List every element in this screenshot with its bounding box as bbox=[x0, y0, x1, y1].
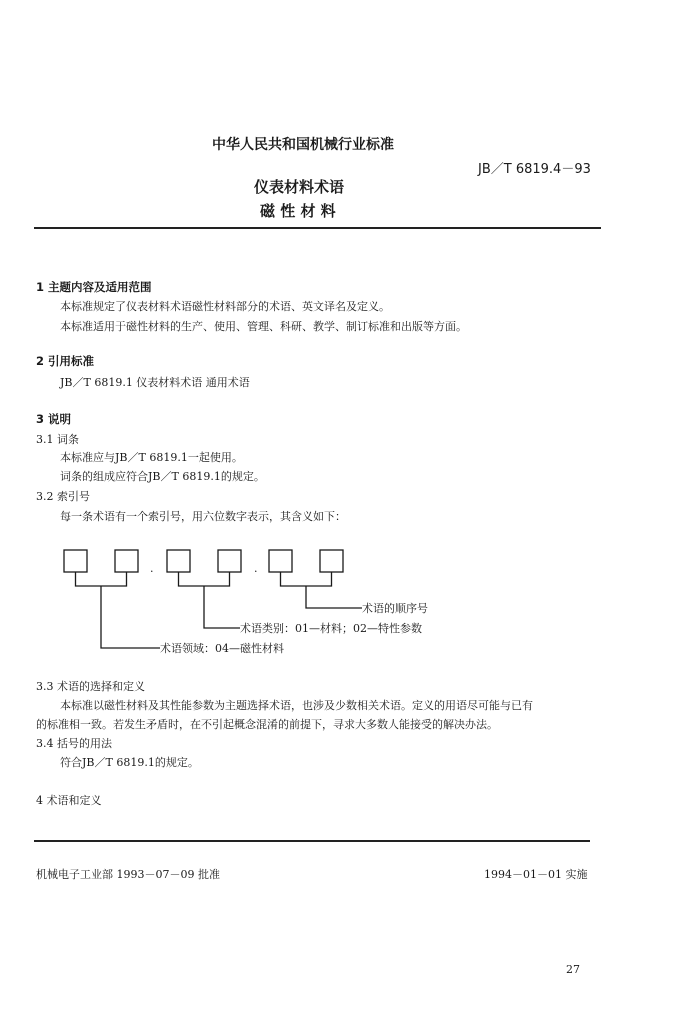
domain-bracket bbox=[76, 572, 161, 648]
section-3-1-paragraph-2: 词条的组成应符合JB／T 6819.1的规定。 bbox=[60, 470, 265, 483]
section-1-heading: 1 主题内容及适用范围 bbox=[36, 280, 152, 294]
implementation-date: 1994－01－01 实施 bbox=[484, 868, 588, 881]
section-3-1-heading: 3.1 词条 bbox=[36, 433, 79, 446]
section-3-2-heading: 3.2 索引号 bbox=[36, 490, 90, 503]
section-3-3-heading: 3.3 术语的选择和定义 bbox=[36, 680, 145, 693]
digit-box-2 bbox=[115, 550, 138, 572]
section-1-paragraph-2: 本标准适用于磁性材料的生产、使用、管理、科研、教学、制订标准和出版等方面。 bbox=[60, 320, 467, 333]
section-3-3-paragraph-line-1: 本标准以磁性材料及其性能参数为主题选择术语，也涉及少数相关术语。定义的用语尽可能与已有 bbox=[60, 699, 533, 712]
order-bracket bbox=[281, 572, 363, 608]
section-3-4-heading: 3.4 括号的用法 bbox=[36, 737, 112, 750]
separator-dot-2: . bbox=[254, 562, 258, 575]
section-3-3-paragraph-line-2: 的标准相一致。若发生矛盾时，在不引起概念混淆的前提下，寻求大多数人能接受的解决办法。 bbox=[36, 718, 498, 731]
section-3-2-paragraph: 每一条术语有一个索引号，用六位数字表示，其含义如下： bbox=[60, 510, 346, 523]
document-title: 仪表材料术语 bbox=[254, 178, 345, 196]
digit-box-4 bbox=[218, 550, 241, 572]
document-subtitle: 磁 性 材 料 bbox=[260, 202, 336, 220]
label-term-order: 术语的顺序号 bbox=[362, 602, 428, 615]
index-number-diagram bbox=[0, 540, 682, 660]
issuer-title: 中华人民共和国机械行业标准 bbox=[212, 137, 394, 153]
section-4-heading: 4 术语和定义 bbox=[36, 794, 102, 807]
digit-box-3 bbox=[167, 550, 190, 572]
standard-number: JB／T 6819.4－93 bbox=[478, 162, 591, 177]
section-3-4-paragraph: 符合JB／T 6819.1的规定。 bbox=[60, 756, 199, 769]
footer-rule bbox=[34, 840, 590, 842]
section-1-paragraph-1: 本标准规定了仪表材料术语磁性材料部分的术语、英文译名及定义。 bbox=[60, 300, 390, 313]
digit-box-5 bbox=[269, 550, 292, 572]
digit-box-6 bbox=[320, 550, 343, 572]
section-2-reference: JB／T 6819.1 仪表材料术语 通用术语 bbox=[60, 376, 250, 389]
label-term-category: 术语类别：01—材料；02—特性参数 bbox=[240, 622, 422, 635]
page-number: 27 bbox=[566, 963, 580, 976]
separator-dot-1: . bbox=[150, 562, 154, 575]
header-rule bbox=[34, 227, 601, 229]
section-3-1-paragraph-1: 本标准应与JB／T 6819.1一起使用。 bbox=[60, 451, 243, 464]
digit-box-1 bbox=[64, 550, 87, 572]
label-term-domain: 术语领域：04—磁性材料 bbox=[160, 642, 284, 655]
category-bracket bbox=[179, 572, 241, 628]
section-2-heading: 2 引用标准 bbox=[36, 354, 95, 368]
approval-date: 机械电子工业部 1993－07－09 批准 bbox=[36, 868, 220, 881]
section-3-heading: 3 说明 bbox=[36, 412, 72, 426]
